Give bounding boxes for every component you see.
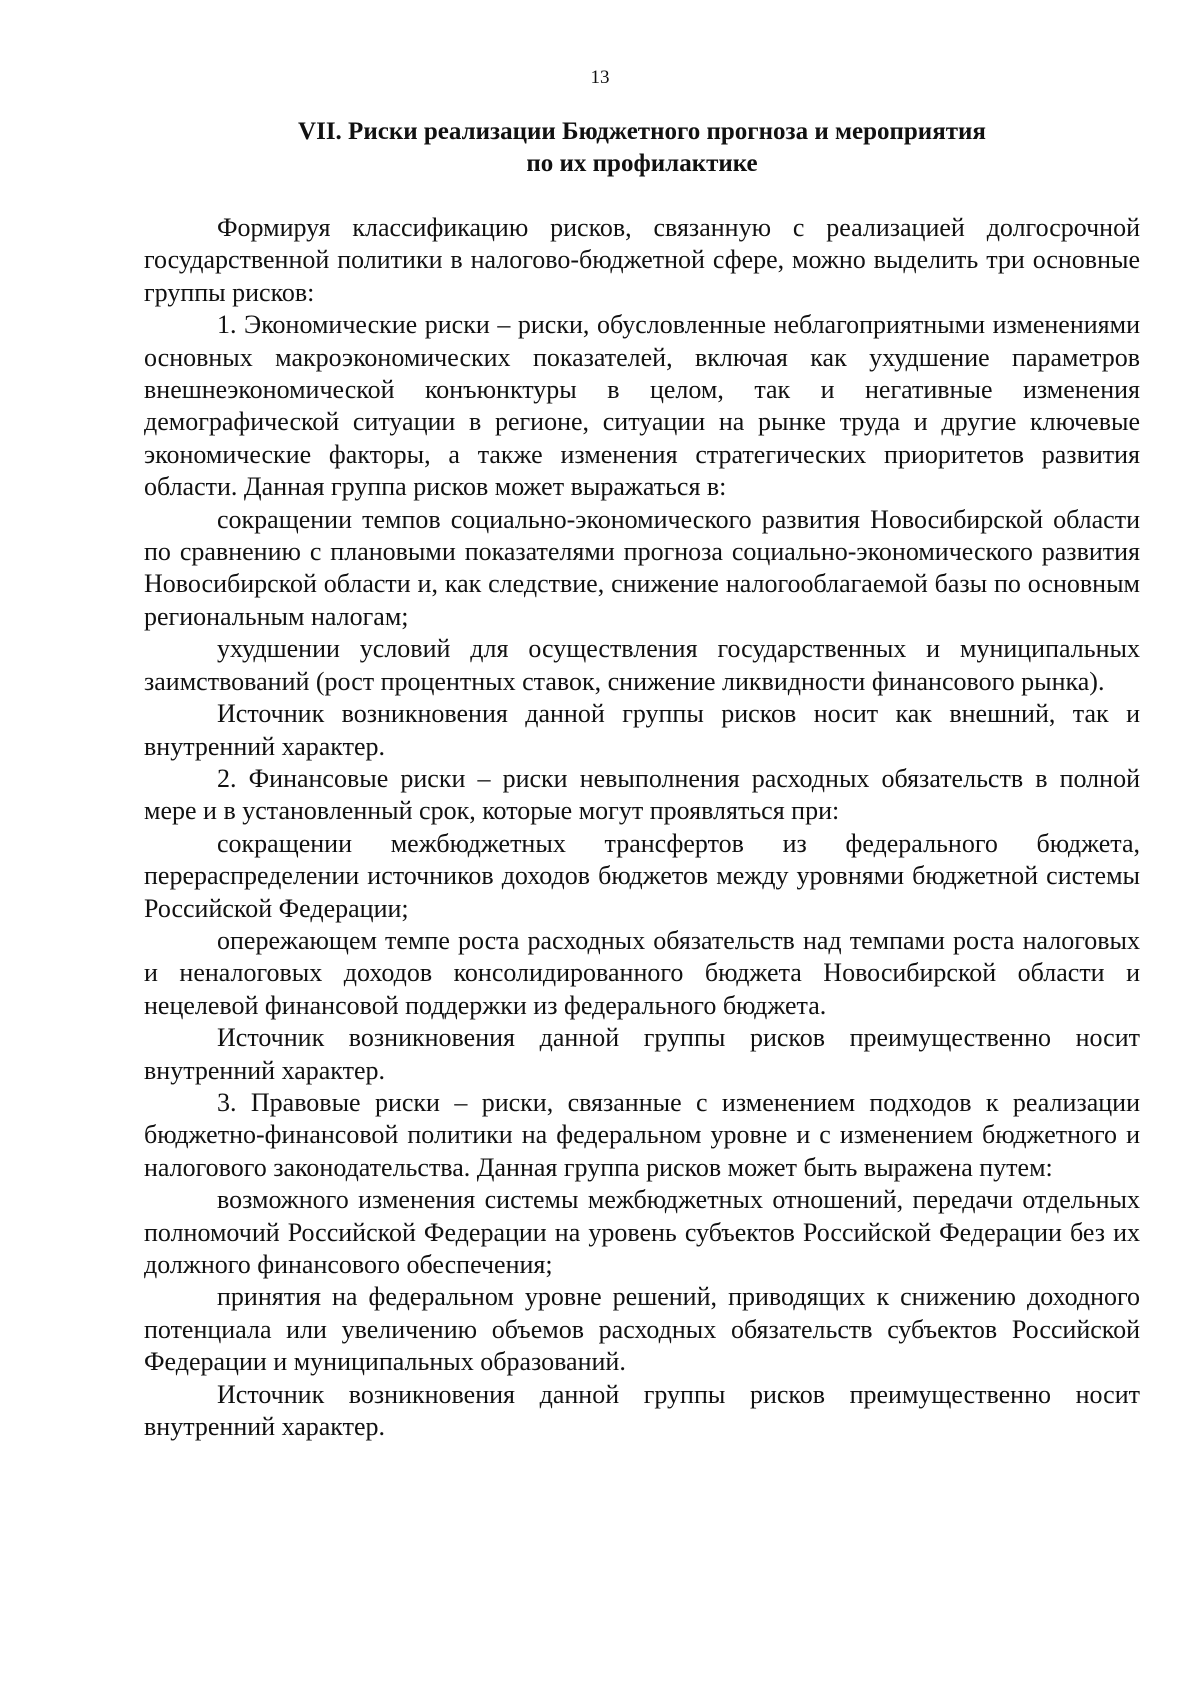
paragraph-legal-risk-item-2: принятия на федеральном уровне решений, приводящих к снижению доходного потенциала или увеличению объемов расходных обязательств субъектов Российской Федерации и муниципальных образований.: [144, 1282, 1140, 1377]
paragraph-financial-risk-source: Источник возникновения данной группы рисков преимущественно носит внутренний характер.: [144, 1023, 1140, 1085]
page-number: 13: [590, 67, 610, 88]
paragraph-financial-risk-item-1: сокращении межбюджетных трансфертов из федерального бюджета, перераспределении источников доходов бюджетов между уровнями бюджетной системы Российской Федерации;: [144, 828, 1140, 923]
paragraph-intro: Формируя классификацию рисков, связанную с реализацией долгосрочной государственной политики в налогово-бюджетной сфере, можно выделить три основные группы рисков:: [144, 213, 1140, 307]
paragraph-financial-risk-item-2: опережающем темпе роста расходных обязательств над темпами роста налоговых и неналоговых доходов консолидированного бюджета Новосибирской области и нецелевой финансовой поддержки из федерального бюджета.: [144, 925, 1140, 1020]
paragraph-economic-risks: 1. Экономические риски – риски, обусловленные неблагоприятными изменениями основных макроэкономических показателей, включая как ухудшение параметров внешнеэкономической конъюнктуры в целом, так и негативные изменения демографической ситуации в регионе, ситуации на рынке труда и другие ключевые экономические факторы, а также изменения стратегических приоритетов развития области. Данная группа рисков может выражаться в:: [144, 310, 1140, 502]
paragraph-economic-risk-item-2: ухудшении условий для осуществления государственных и муниципальных заимствований (рост процентных ставок, снижение ликвидности финансового рынка).: [144, 634, 1140, 696]
body-text: [144, 212, 1140, 1443]
paragraph-financial-risks: 2. Финансовые риски – риски невыполнения расходных обязательств в полной мере и в установленный срок, которые могут проявляться при:: [144, 763, 1140, 826]
heading-line-2: по их профилактике: [526, 150, 758, 177]
paragraph-economic-risk-source: Источник возникновения данной группы рисков носит как внешний, так и внутренний характер.: [144, 699, 1140, 761]
paragraph-legal-risk-item-1: возможного изменения системы межбюджетных отношений, передачи отдельных полномочий Российской Федерации на уровень субъектов Российской Федерации без их должного финансового обеспечения;: [144, 1185, 1140, 1279]
paragraph-legal-risk-source: Источник возникновения данной группы рисков преимущественно носит внутренний характер.: [144, 1379, 1140, 1442]
section-heading: [144, 116, 1140, 180]
paragraph-economic-risk-item-1: сокращении темпов социально-экономического развития Новосибирской области по сравнению с плановыми показателями прогноза социально-экономического развития Новосибирской области и, как следствие, снижение налогооблагаемой базы по основным региональным налогам;: [144, 504, 1140, 631]
paragraph-legal-risks: 3. Правовые риски – риски, связанные с изменением подходов к реализации бюджетно-финансовой политики на федеральном уровне и с изменением бюджетного и налогового законодательства. Данная группа рисков может быть выражена путем:: [144, 1087, 1140, 1182]
heading-line-1: VII. Риски реализации Бюджетного прогноза и мероприятия: [298, 118, 986, 145]
